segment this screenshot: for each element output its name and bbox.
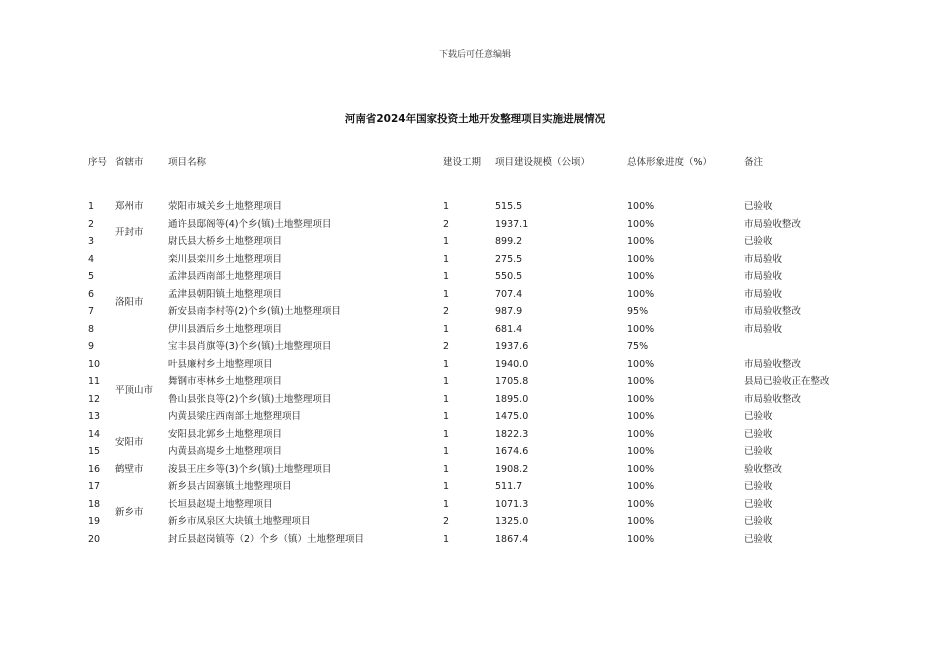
cell-no: 4 bbox=[88, 253, 95, 265]
cell-progress: 100% bbox=[627, 271, 655, 282]
cell-note: 已验收 bbox=[744, 481, 773, 492]
cell-note: 市局验收 bbox=[744, 253, 783, 265]
cell-note: 市局验收整改 bbox=[744, 358, 802, 370]
cell-name: 栾川县栾川乡土地整理项目 bbox=[168, 253, 283, 265]
cell-progress: 100% bbox=[627, 218, 655, 230]
cell-progress: 100% bbox=[627, 516, 655, 527]
header-city: 省辖市 bbox=[115, 157, 144, 168]
cell-period: 1 bbox=[443, 481, 450, 492]
cell-name: 浚县王庄乡等(3)个乡(镇)土地整理项目 bbox=[168, 463, 332, 475]
cell-note: 已验收 bbox=[744, 236, 773, 247]
cell-name: 安阳县北郭乡土地整理项目 bbox=[168, 428, 283, 440]
cell-scale: 1940.0 bbox=[495, 358, 529, 370]
cell-scale: 707.4 bbox=[495, 288, 523, 300]
cell-name: 内黄县高堤乡土地整理项目 bbox=[168, 446, 283, 457]
cell-period: 2 bbox=[443, 516, 450, 527]
cell-period: 1 bbox=[443, 236, 450, 247]
cell-period: 1 bbox=[443, 428, 450, 440]
cell-scale: 1908.2 bbox=[495, 463, 529, 475]
cell-progress: 100% bbox=[627, 201, 655, 212]
cell-name: 新乡市凤泉区大块镇土地整理项目 bbox=[168, 516, 311, 527]
cell-note: 已验收 bbox=[744, 533, 773, 545]
cell-scale: 511.7 bbox=[495, 481, 523, 492]
cell-name: 内黄县梁庄西南部土地整理项目 bbox=[168, 411, 302, 422]
cell-period: 1 bbox=[443, 358, 450, 370]
city-label: 鹤壁市 bbox=[115, 463, 144, 475]
cell-note: 市局验收整改 bbox=[744, 218, 802, 230]
cell-no: 7 bbox=[88, 306, 95, 317]
cell-progress: 100% bbox=[627, 498, 655, 510]
cell-no: 17 bbox=[88, 481, 101, 492]
cell-period: 1 bbox=[443, 201, 450, 212]
cell-note: 已验收 bbox=[744, 411, 773, 422]
cell-no: 6 bbox=[88, 288, 95, 300]
cell-note: 市局验收 bbox=[744, 271, 783, 282]
city-label: 开封市 bbox=[115, 227, 144, 239]
cell-no: 19 bbox=[88, 516, 101, 527]
cell-note: 已验收 bbox=[744, 201, 773, 212]
cell-note: 市局验收 bbox=[744, 323, 783, 335]
cell-scale: 899.2 bbox=[495, 236, 523, 247]
cell-period: 1 bbox=[443, 463, 450, 475]
cell-name: 孟津县朝阳镇土地整理项目 bbox=[168, 288, 283, 300]
cell-progress: 100% bbox=[627, 393, 655, 405]
cell-scale: 1071.3 bbox=[495, 498, 529, 510]
city-label: 新乡市 bbox=[115, 507, 144, 519]
cell-scale: 1937.1 bbox=[495, 218, 529, 230]
cell-no: 9 bbox=[88, 341, 95, 352]
header-no: 序号 bbox=[88, 157, 108, 168]
cell-scale: 1895.0 bbox=[495, 393, 529, 405]
cell-name: 宝丰县肖旗等(3)个乡(镇)土地整理项目 bbox=[168, 341, 332, 352]
cell-progress: 100% bbox=[627, 446, 655, 457]
header-progress: 总体形象进度（%） bbox=[627, 157, 713, 168]
city-label: 郑州市 bbox=[115, 201, 144, 212]
cell-scale: 1325.0 bbox=[495, 516, 529, 527]
cell-note: 已验收 bbox=[744, 516, 773, 527]
cell-note: 市局验收整改 bbox=[744, 393, 802, 405]
cell-no: 20 bbox=[88, 533, 101, 545]
cell-period: 1 bbox=[443, 498, 450, 510]
cell-period: 1 bbox=[443, 446, 450, 457]
cell-no: 2 bbox=[88, 218, 95, 230]
cell-name: 新乡县古固寨镇土地整理项目 bbox=[168, 481, 292, 492]
cell-no: 13 bbox=[88, 411, 101, 422]
cell-name: 封丘县赵岗镇等（2）个乡（镇）土地整理项目 bbox=[168, 533, 365, 545]
cell-progress: 100% bbox=[627, 411, 655, 422]
cell-no: 5 bbox=[88, 271, 95, 282]
cell-progress: 100% bbox=[627, 253, 655, 265]
cell-no: 14 bbox=[88, 428, 101, 440]
cell-note: 已验收 bbox=[744, 498, 773, 510]
cell-name: 荥阳市城关乡土地整理项目 bbox=[168, 201, 283, 212]
cell-no: 16 bbox=[88, 463, 101, 475]
cell-no: 1 bbox=[88, 201, 95, 212]
cell-no: 11 bbox=[88, 376, 101, 387]
cell-period: 1 bbox=[443, 288, 450, 300]
cell-progress: 100% bbox=[627, 358, 655, 370]
cell-period: 1 bbox=[443, 253, 450, 265]
cell-scale: 550.5 bbox=[495, 271, 523, 282]
cell-period: 1 bbox=[443, 411, 450, 422]
header-scale: 项目建设规模（公顷） bbox=[495, 157, 591, 168]
header-note: 备注 bbox=[744, 157, 764, 168]
cell-period: 1 bbox=[443, 271, 450, 282]
cell-name: 鲁山县张良等(2)个乡(镇)土地整理项目 bbox=[168, 393, 332, 405]
cell-note: 已验收 bbox=[744, 428, 773, 440]
cell-scale: 1937.6 bbox=[495, 341, 529, 352]
cell-name: 孟津县西南部土地整理项目 bbox=[168, 271, 283, 282]
cell-name: 伊川县酒后乡土地整理项目 bbox=[168, 323, 283, 335]
cell-scale: 987.9 bbox=[495, 306, 523, 317]
cell-progress: 100% bbox=[627, 463, 655, 475]
cell-period: 1 bbox=[443, 533, 450, 545]
cell-progress: 100% bbox=[627, 288, 655, 300]
city-label: 平顶山市 bbox=[115, 384, 154, 396]
cell-name: 叶县廉村乡土地整理项目 bbox=[168, 358, 273, 370]
cell-name: 通许县邸阁等(4)个乡(镇)土地整理项目 bbox=[168, 218, 332, 230]
cell-progress: 75% bbox=[627, 341, 649, 352]
cell-name: 长垣县赵堤土地整理项目 bbox=[168, 498, 273, 510]
cell-name: 新安县南李村等(2)个乡(镇)土地整理项目 bbox=[168, 306, 341, 317]
cell-scale: 1867.4 bbox=[495, 533, 529, 545]
cell-note: 市局验收 bbox=[744, 288, 783, 300]
cell-period: 2 bbox=[443, 306, 450, 317]
cell-progress: 100% bbox=[627, 323, 655, 335]
cell-scale: 515.5 bbox=[495, 201, 523, 212]
cell-scale: 1475.0 bbox=[495, 411, 529, 422]
city-label: 安阳市 bbox=[115, 437, 144, 449]
cell-period: 2 bbox=[443, 218, 450, 230]
cell-scale: 681.4 bbox=[495, 323, 523, 335]
cell-note: 市局验收整改 bbox=[744, 306, 802, 317]
cell-progress: 95% bbox=[627, 306, 649, 317]
cell-scale: 1674.6 bbox=[495, 446, 529, 457]
cell-period: 1 bbox=[443, 376, 450, 387]
cell-no: 10 bbox=[88, 358, 101, 370]
cell-progress: 100% bbox=[627, 428, 655, 440]
cell-no: 18 bbox=[88, 498, 101, 510]
cell-scale: 1822.3 bbox=[495, 428, 529, 440]
cell-note: 验收整改 bbox=[744, 463, 783, 475]
cell-no: 8 bbox=[88, 323, 95, 335]
cell-progress: 100% bbox=[627, 481, 655, 492]
cell-progress: 100% bbox=[627, 376, 655, 387]
cell-period: 1 bbox=[443, 393, 450, 405]
cell-progress: 100% bbox=[627, 236, 655, 247]
cell-note: 县局已验收正在整改 bbox=[744, 376, 830, 387]
cell-no: 15 bbox=[88, 446, 101, 457]
city-label: 洛阳市 bbox=[115, 297, 144, 309]
cell-note: 已验收 bbox=[744, 446, 773, 457]
cell-period: 2 bbox=[443, 341, 450, 352]
cell-scale: 1705.8 bbox=[495, 376, 529, 387]
cell-scale: 275.5 bbox=[495, 253, 523, 265]
cell-name: 舞钢市枣林乡土地整理项目 bbox=[168, 376, 283, 387]
cell-name: 尉氏县大桥乡土地整理项目 bbox=[168, 236, 283, 247]
header-name: 项目名称 bbox=[168, 157, 207, 168]
cell-no: 3 bbox=[88, 236, 95, 247]
document-title: 河南省2024年国家投资土地开发整理项目实施进展情况 bbox=[344, 113, 606, 125]
cell-progress: 100% bbox=[627, 533, 655, 545]
header-period: 建设工期 bbox=[443, 157, 482, 168]
top-note: 下载后可任意编辑 bbox=[438, 50, 511, 60]
cell-period: 1 bbox=[443, 323, 450, 335]
cell-no: 12 bbox=[88, 393, 101, 405]
